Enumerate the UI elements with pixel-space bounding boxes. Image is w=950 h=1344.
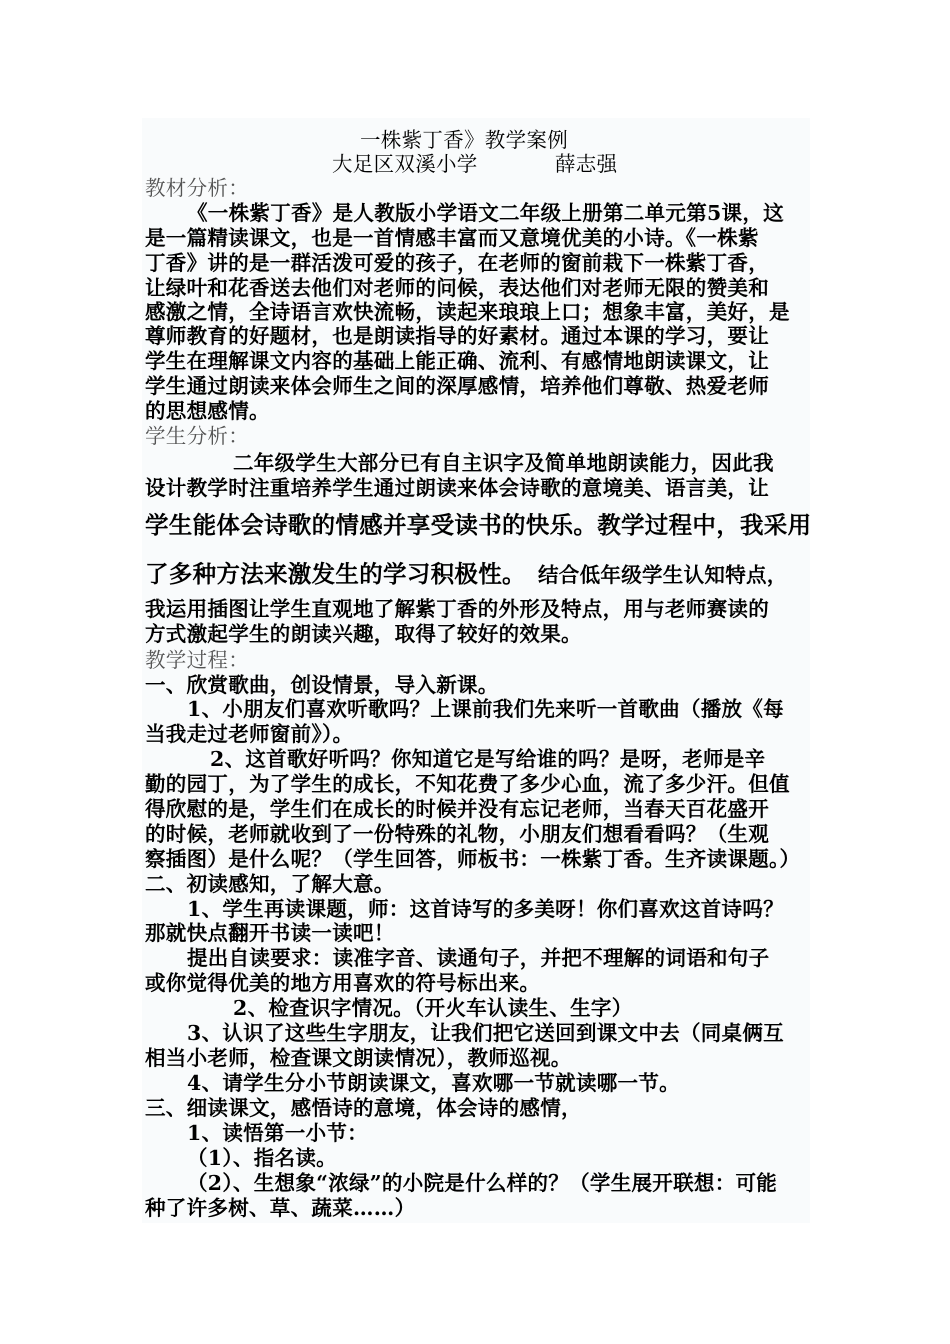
text-line: 一、欣赏歌曲，创设情景，导入新课。	[145, 673, 499, 697]
text-line: 得欣慰的是，学生们在成长的时候并没有忘记老师，当春天百花盛开	[145, 797, 769, 821]
text-line: 《一株紫丁香》是人教版小学语文二年级上册第二单元第5课，这	[187, 201, 784, 225]
text-line: 3、认识了这些生字朋友，让我们把它送回到课文中去（同桌俩互	[187, 1021, 784, 1045]
text-line: 学生能体会诗歌的情感并享受读书的快乐。教学过程中，我采用	[145, 511, 812, 539]
text-line: 三、细读课文，感悟诗的意境，体会诗的感情，	[145, 1096, 582, 1120]
text-line: 让绿叶和花香送去他们对老师的问候，表达他们对老师无限的赞美和	[145, 276, 769, 300]
text-line: 2、这首歌好听吗？你知道它是写给谁的吗？是呀，老师是辛	[210, 747, 766, 771]
text-line: 4、请学生分小节朗读课文，喜欢哪一节就读哪一节。	[187, 1071, 680, 1095]
school-name: 大足区双溪小学	[332, 152, 478, 176]
text-line: 我运用插图让学生直观地了解紫丁香的外形及特点，用与老师赛读的	[145, 597, 769, 621]
text-line: 提出自读要求：读准字音、读通句子，并把不理解的词语和句子	[187, 946, 770, 970]
text-line: 的时候，老师就收到了一份特殊的礼物，小朋友们想看看吗？（生观	[145, 822, 769, 846]
section-heading-students: 学生分析：	[145, 424, 249, 448]
text-line: 1、学生再读课题，师：这首诗写的多美呀！你们喜欢这首诗吗？	[187, 897, 784, 921]
text-line: 勤的园丁，为了学生的成长，不知花费了多少心血，流了多少汗。但值	[145, 772, 790, 796]
text-line: 2、检查识字情况。（开火车认读生、生字）	[233, 996, 633, 1020]
text-line: 了多种方法来激发生的学习积极性。	[145, 560, 526, 588]
text-line: 是一篇精读课文，也是一首情感丰富而又意境优美的小诗。《一株紫	[145, 226, 759, 250]
text-line: 察插图）是什么呢？（学生回答，师板书：一株紫丁香。生齐读课题。）	[145, 847, 801, 871]
text-line: 学生通过朗读来体会师生之间的深厚感情，培养他们尊敬、热爱老师	[145, 374, 769, 398]
text-line: 种了许多树、草、蔬菜……）	[145, 1196, 416, 1220]
text-line: 设计教学时注重培养学生通过朗读来体会诗歌的意境美、语言美，让	[145, 476, 769, 500]
text-line: 二、初读感知，了解大意。	[145, 872, 395, 896]
text-line: 当我走过老师窗前》）。	[145, 722, 354, 746]
text-line: 相当小老师，检查课文朗读情况），教师巡视。	[145, 1046, 572, 1070]
text-line: 丁香》讲的是一群活泼可爱的孩子，在老师的窗前栽下一株紫丁香，	[145, 251, 769, 275]
text-line: 或你觉得优美的地方用喜欢的符号标出来。	[145, 971, 541, 995]
text-line: （2）、生想象“浓绿”的小院是什么样的？（学生展开联想：可能	[187, 1171, 778, 1195]
section-heading-material: 教材分析：	[145, 176, 249, 200]
document-title: 一株紫丁香》教学案例	[360, 128, 568, 152]
text-line: 感激之情，全诗语言欢快流畅，读起来琅琅上口；想象丰富，美好，是	[145, 300, 790, 324]
text-line: 学生在理解课文内容的基础上能正确、流利、有感情地朗读课文，让	[145, 349, 769, 373]
text-line: 的思想感情。	[145, 399, 270, 423]
text-line: 1、小朋友们喜欢听歌吗？上课前我们先来听一首歌曲（播放《每	[187, 697, 784, 721]
text-line: 方式激起学生的朗读兴趣，取得了较好的效果。	[145, 622, 582, 646]
text-line: 1、读悟第一小节：	[187, 1121, 368, 1145]
text-line: 二年级学生大部分已有自主识字及简单地朗读能力，因此我	[233, 451, 774, 475]
text-line: 尊师教育的好题材，也是朗读指导的好素材。通过本课的学习，要让	[145, 324, 769, 348]
text-line: 那就快点翻开书读一读吧！	[145, 921, 395, 945]
text-line: 结合低年级学生认知特点，	[538, 563, 788, 587]
section-heading-process: 教学过程：	[145, 648, 249, 672]
text-line: （1）、指名读。	[187, 1146, 337, 1170]
author-name: 薛志强	[555, 152, 618, 176]
